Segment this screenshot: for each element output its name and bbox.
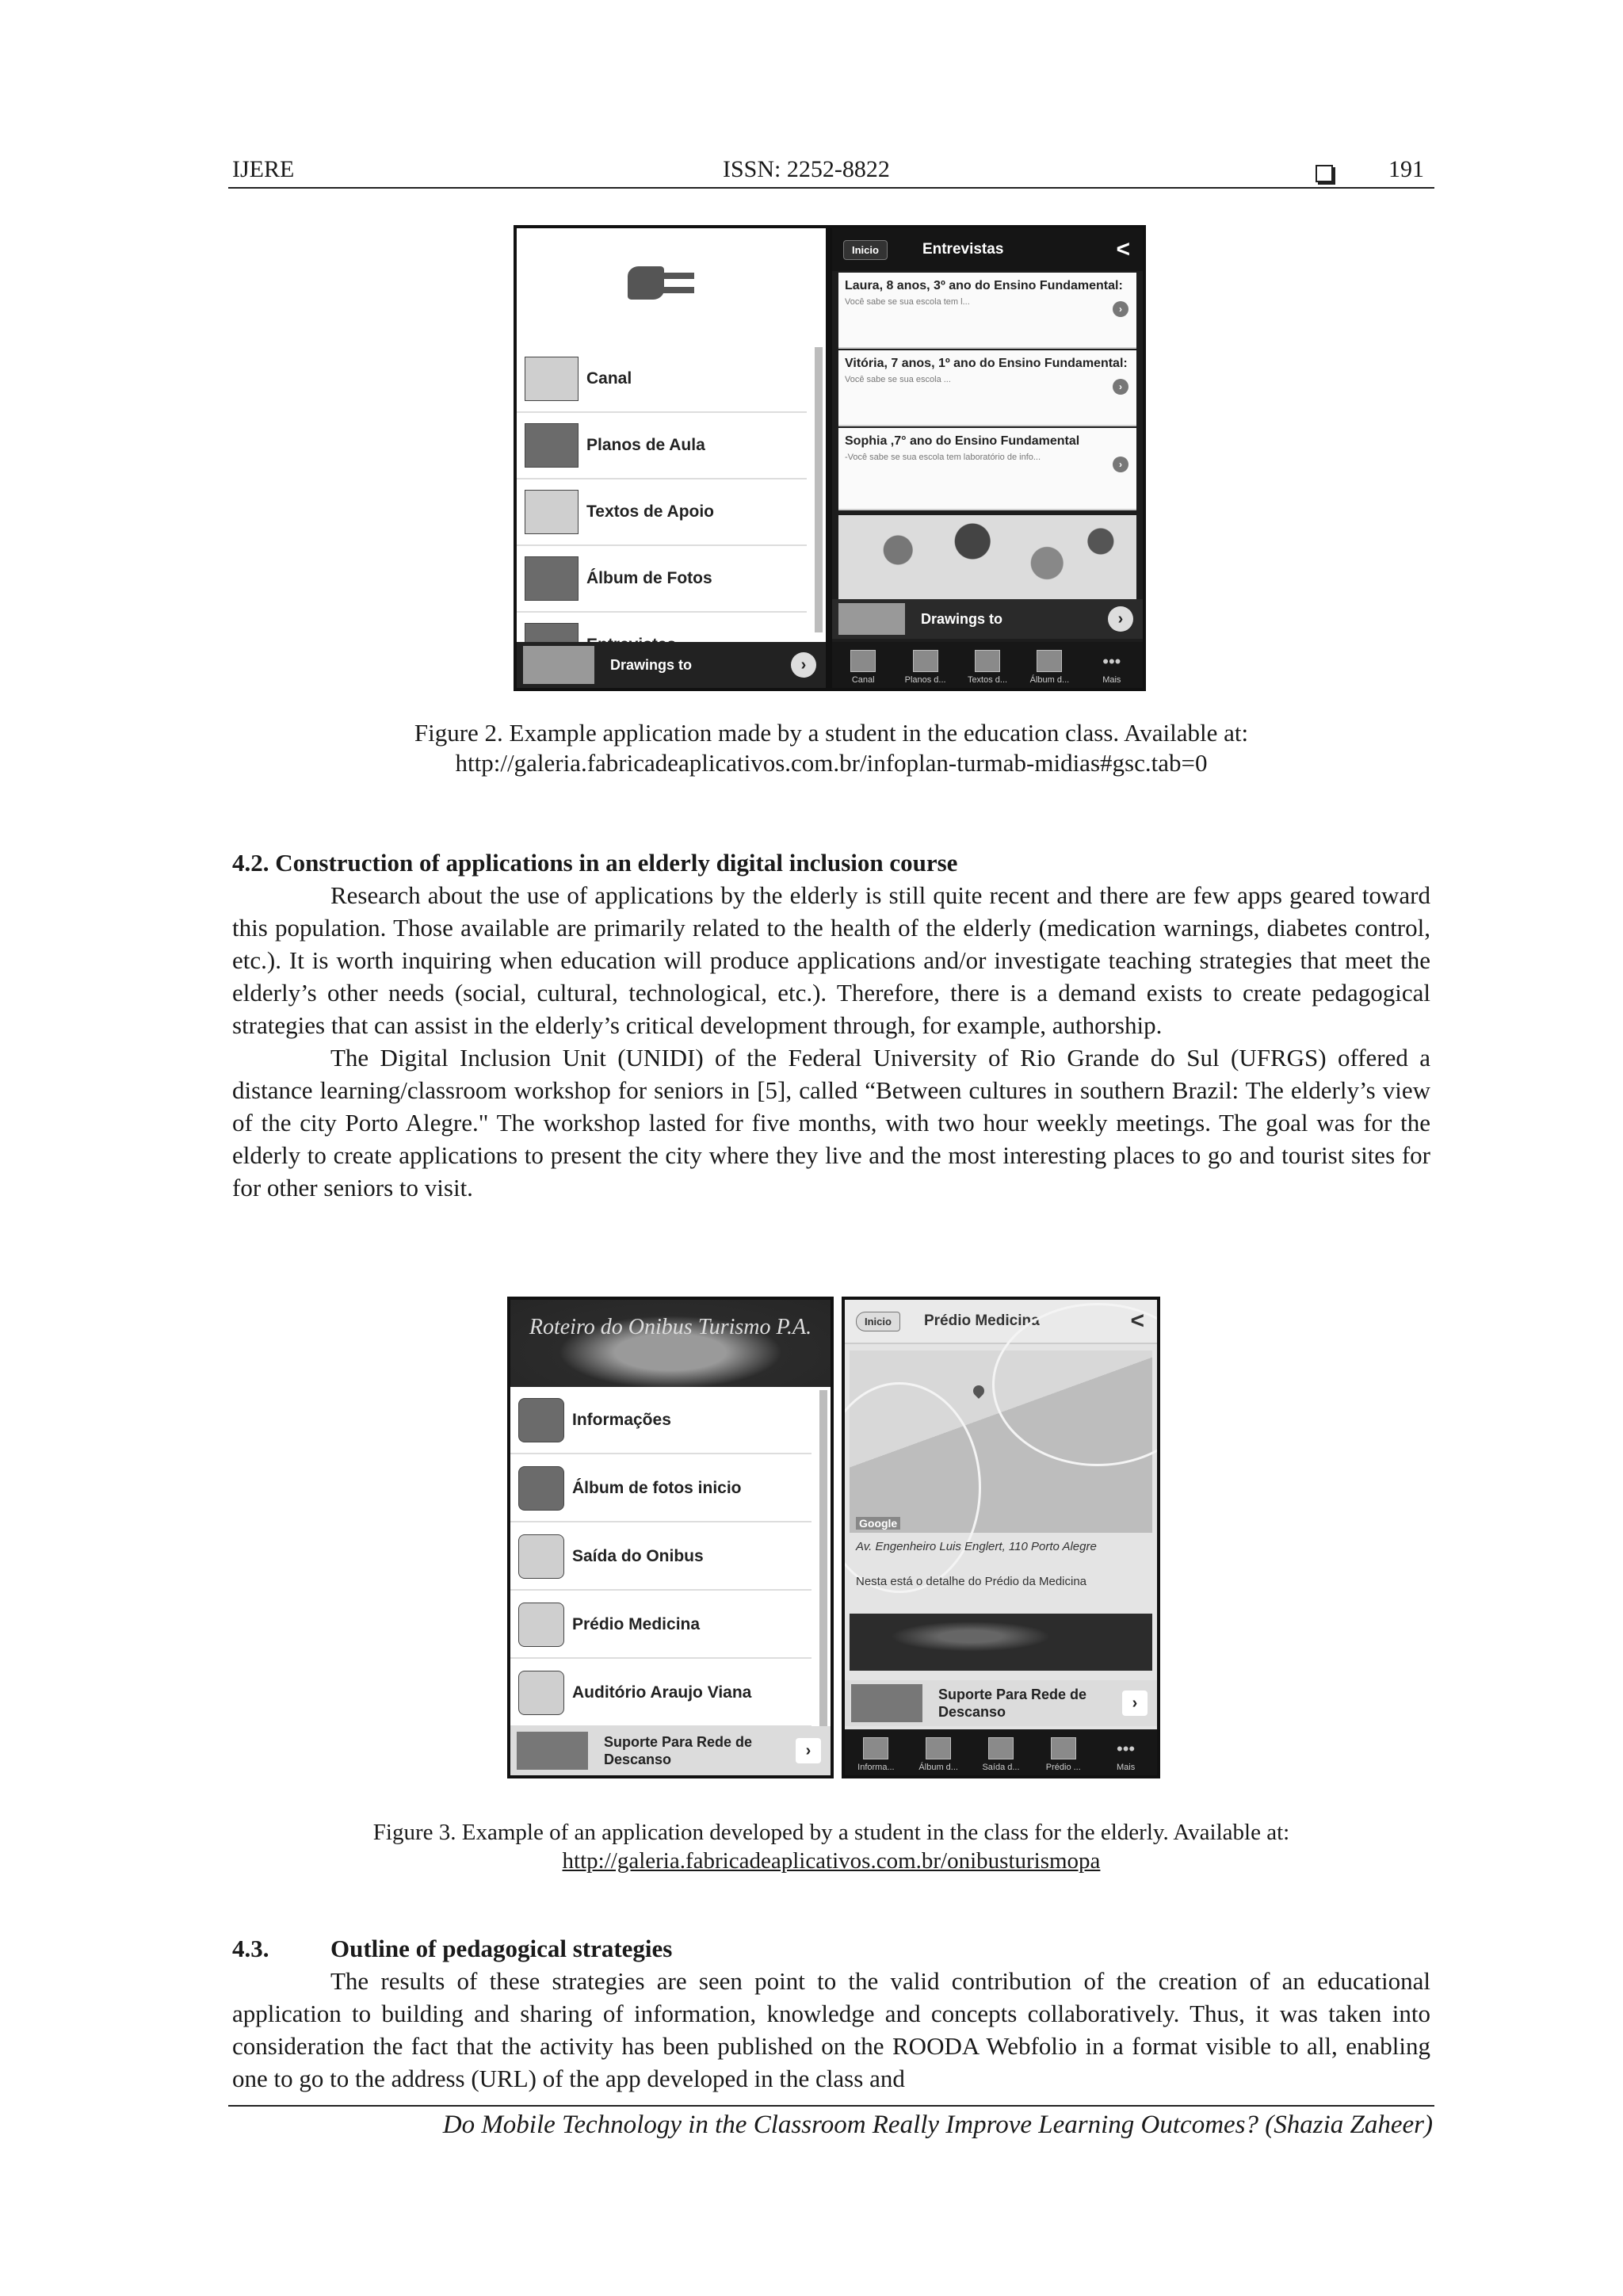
- list-item[interactable]: [838, 428, 1136, 510]
- tab-canal[interactable]: [832, 642, 894, 688]
- entry-title: Laura, 8 anos, 3º ano do Ensino Fundamental:: [845, 279, 1123, 292]
- page-number: 191: [1388, 156, 1424, 182]
- tab-bar: [832, 642, 1143, 688]
- camera-icon: [518, 1466, 564, 1511]
- note-text: Nesta está o detalhe do Prédio da Medicina: [856, 1575, 1087, 1588]
- tab-label: Álbum d...: [1029, 675, 1070, 685]
- menu-item-label: Textos de Apoio: [586, 502, 715, 521]
- tab-textos[interactable]: [957, 642, 1018, 688]
- top-bar: [832, 228, 1143, 271]
- youtube-icon: [525, 357, 579, 401]
- menu-item-planos[interactable]: [517, 412, 807, 479]
- bus-icon: [518, 1534, 564, 1579]
- tab-label: Informa...: [857, 1763, 895, 1772]
- banner-label: Suporte Para Rede de Descanso: [938, 1687, 1087, 1720]
- tab-mais[interactable]: [1081, 642, 1143, 688]
- journal-name: IJERE: [232, 156, 295, 182]
- tab-mais[interactable]: [1094, 1729, 1157, 1775]
- banner-label: Drawings to: [921, 610, 1003, 627]
- app-header-image: [510, 1300, 831, 1387]
- bus-icon: [518, 1671, 564, 1715]
- banner-thumbnail: [523, 646, 594, 684]
- info-icon: [863, 1737, 888, 1759]
- app-header-text: Roteiro do Onibus Turismo P.A.: [529, 1315, 812, 1339]
- banner-thumbnail: [838, 603, 905, 635]
- menu-item-informacoes[interactable]: [510, 1387, 812, 1454]
- banner[interactable]: [832, 599, 1143, 639]
- entry-title: Vitória, 7 anos, 1º ano do Ensino Fundamental:: [845, 357, 1128, 370]
- bus-icon: [1051, 1737, 1076, 1759]
- tab-label: Álbum d...: [918, 1763, 958, 1772]
- list-item[interactable]: [838, 350, 1136, 426]
- section-body: [232, 879, 1430, 1204]
- photo-album-icon: [525, 556, 579, 601]
- entry-subtitle: -Você sabe se sua escola tem laboratório de info...: [845, 453, 1041, 462]
- tab-label: Mais: [1102, 675, 1121, 685]
- section-heading: [232, 1934, 672, 1964]
- section-heading: [232, 848, 957, 878]
- caption-line: Figure 2. Example application made by a student in the education class. Available at:: [414, 719, 1249, 747]
- share-icon[interactable]: <: [1116, 236, 1130, 262]
- menu-item-textos[interactable]: [517, 479, 807, 546]
- figure3-right-screen: [842, 1297, 1160, 1778]
- map-attribution: Google: [856, 1517, 900, 1530]
- figure3-left-screen: [507, 1297, 834, 1778]
- figure2-right-screen: [829, 225, 1146, 691]
- planos-icon: [913, 650, 938, 672]
- planos-icon: [525, 423, 579, 468]
- youtube-icon: [850, 650, 876, 672]
- map-pin-icon: [971, 1383, 987, 1399]
- map-road: [842, 1382, 981, 1593]
- tab-predio[interactable]: [1032, 1729, 1094, 1775]
- running-footer: Do Mobile Technology in the Classroom Really Improve Learning Outcomes? (Shazia Zaheer): [442, 2111, 1433, 2139]
- figure2-left-screen: [514, 225, 829, 691]
- list-item[interactable]: [838, 273, 1136, 349]
- figure2-caption: [228, 718, 1434, 778]
- menu-item-label: Informações: [572, 1410, 671, 1429]
- chevron-right-icon: ›: [1113, 457, 1128, 472]
- issn: ISSN: 2252-8822: [723, 156, 890, 182]
- section-title: Construction of applications in an elderly digital inclusion course: [275, 849, 958, 877]
- banner-label: Suporte Para Rede de Descanso: [604, 1734, 753, 1767]
- footer-rule: [228, 2105, 1434, 2107]
- banner[interactable]: [845, 1680, 1157, 1726]
- tab-album[interactable]: [1018, 642, 1080, 688]
- more-icon: •••: [1117, 1739, 1136, 1759]
- camera-icon: [926, 1737, 951, 1759]
- address-text: Av. Engenheiro Luis Englert, 110 Porto Alegre: [856, 1540, 1097, 1553]
- chevron-right-icon[interactable]: ›: [1108, 606, 1133, 632]
- menu-item-label: Auditório Araujo Viana: [572, 1683, 752, 1702]
- chevron-right-icon: ›: [1113, 379, 1128, 395]
- tab-informacoes[interactable]: [845, 1729, 907, 1775]
- document-icon: [975, 650, 1000, 672]
- tab-planos[interactable]: [894, 642, 956, 688]
- menu-item-saida[interactable]: [510, 1523, 812, 1591]
- paragraph: The Digital Inclusion Unit (UNIDI) of the Federal University of Rio Grande do Sul (UFRGS) offered a distance learning/classroom workshop for seniors in [5], called “Between cultures in southern Brazil: The elderly’s view of the city Porto Alegre." The workshop lasted for five months, with two hour weekly meetings. The goal was for the elderly to create applications to present the city where they live and the most interesting places to go and tourist sites for for other seniors to visit.: [232, 1044, 1430, 1201]
- bus-icon: [518, 1603, 564, 1647]
- document-icon: [525, 490, 579, 534]
- tab-album[interactable]: [907, 1729, 970, 1775]
- entry-subtitle: Você sabe se sua escola tem l...: [845, 297, 970, 307]
- section-title: Outline of pedagogical strategies: [330, 1935, 673, 1962]
- menu-item-album[interactable]: [510, 1455, 812, 1522]
- entry-title: Sophia ,7° ano do Ensino Fundamental: [845, 434, 1080, 448]
- map[interactable]: [850, 1350, 1152, 1533]
- tab-label: Textos d...: [967, 675, 1008, 685]
- menu-item-label: Álbum de Fotos: [586, 568, 712, 587]
- figure3-caption: [228, 1818, 1434, 1875]
- screen-title: Prédio Medicina: [923, 1312, 1040, 1329]
- decorative-image: [850, 1614, 1152, 1671]
- handprints-image: [838, 515, 1136, 602]
- app-logo-icon: [628, 252, 699, 308]
- tab-label: Saída d...: [982, 1763, 1020, 1772]
- tab-saida[interactable]: [970, 1729, 1033, 1775]
- scrollbar[interactable]: [815, 347, 823, 632]
- menu-item-label: Prédio Medicina: [572, 1614, 701, 1633]
- paragraph: The results of these strategies are seen point to the valid contribution of the creation of an educational application to building and sharing of information, knowledge and concepts collaboratively. Thus, it was taken into consideration the fact that the activity has been published on the ROODA Webfolio in a format visible to all, enabling one to go to the address (URL) of the app developed in the class and: [232, 1967, 1430, 2092]
- more-icon: •••: [1102, 651, 1121, 671]
- paragraph: Research about the use of applications by the elderly is still quite recent and there are few apps geared toward this population. Those available are primarily related to the health of the elderly (medication warnings, diabetes control, etc.). It is worth inquiring when education will produce applications and/or investigate teaching strategies that meet the elderly’s other needs (social, cultural, technological, etc.). Therefore, there is a demand exists to create pedagogical strategies that can assist in the elderly’s critical development through, for example, authorship.: [232, 881, 1430, 1039]
- share-icon[interactable]: <: [1130, 1308, 1144, 1334]
- scrollbar[interactable]: [819, 1390, 827, 1731]
- header-rule: [228, 187, 1434, 189]
- bus-icon: [988, 1737, 1014, 1759]
- chevron-right-icon[interactable]: ›: [796, 1738, 821, 1763]
- chevron-right-icon[interactable]: ›: [791, 652, 816, 678]
- entry-subtitle: Você sabe se sua escola ...: [845, 375, 951, 384]
- back-button[interactable]: Inicio: [856, 1312, 900, 1331]
- screen-title: Entrevistas: [922, 241, 1004, 258]
- tab-bar: [845, 1729, 1157, 1775]
- section-number: 4.2.: [232, 849, 269, 877]
- menu-item-album[interactable]: [517, 545, 807, 613]
- back-button[interactable]: Inicio: [843, 240, 888, 260]
- menu-item-label: Planos de Aula: [586, 435, 705, 454]
- section-number: 4.3.: [232, 1935, 269, 1962]
- menu-item-auditorio[interactable]: [510, 1660, 812, 1727]
- banner[interactable]: [517, 642, 826, 688]
- banner-thumbnail: [517, 1732, 588, 1770]
- info-icon: [518, 1398, 564, 1442]
- photo-album-icon: [1037, 650, 1062, 672]
- tab-label: Planos d...: [904, 675, 946, 685]
- menu-item-canal[interactable]: [517, 346, 807, 413]
- checkbox-icon: [1316, 161, 1333, 189]
- tab-label: Canal: [851, 675, 875, 685]
- chevron-right-icon: ›: [1113, 301, 1128, 317]
- banner-thumbnail: [851, 1684, 922, 1722]
- menu-item-label: Álbum de fotos inicio: [572, 1478, 742, 1497]
- caption-line: Figure 3. Example of an application developed by a student in the class for the elderly. Available at:: [372, 1820, 1290, 1845]
- menu-item-predio[interactable]: [510, 1591, 812, 1659]
- tab-label: Mais: [1116, 1763, 1136, 1772]
- chevron-right-icon[interactable]: ›: [1122, 1690, 1148, 1716]
- tab-label: Prédio ...: [1045, 1763, 1081, 1772]
- caption-link[interactable]: http://galeria.fabricadeaplicativos.com.br/onibusturismopa: [562, 1848, 1101, 1874]
- section-body: [232, 1965, 1430, 2095]
- menu-item-label: Canal: [586, 369, 632, 388]
- caption-link[interactable]: http://galeria.fabricadeaplicativos.com.br/infoplan-turmab-midias#gsc.tab=0: [455, 749, 1208, 777]
- menu-item-label: Saída do Onibus: [572, 1546, 704, 1565]
- banner[interactable]: [510, 1726, 831, 1775]
- banner-label: Drawings to: [610, 656, 693, 673]
